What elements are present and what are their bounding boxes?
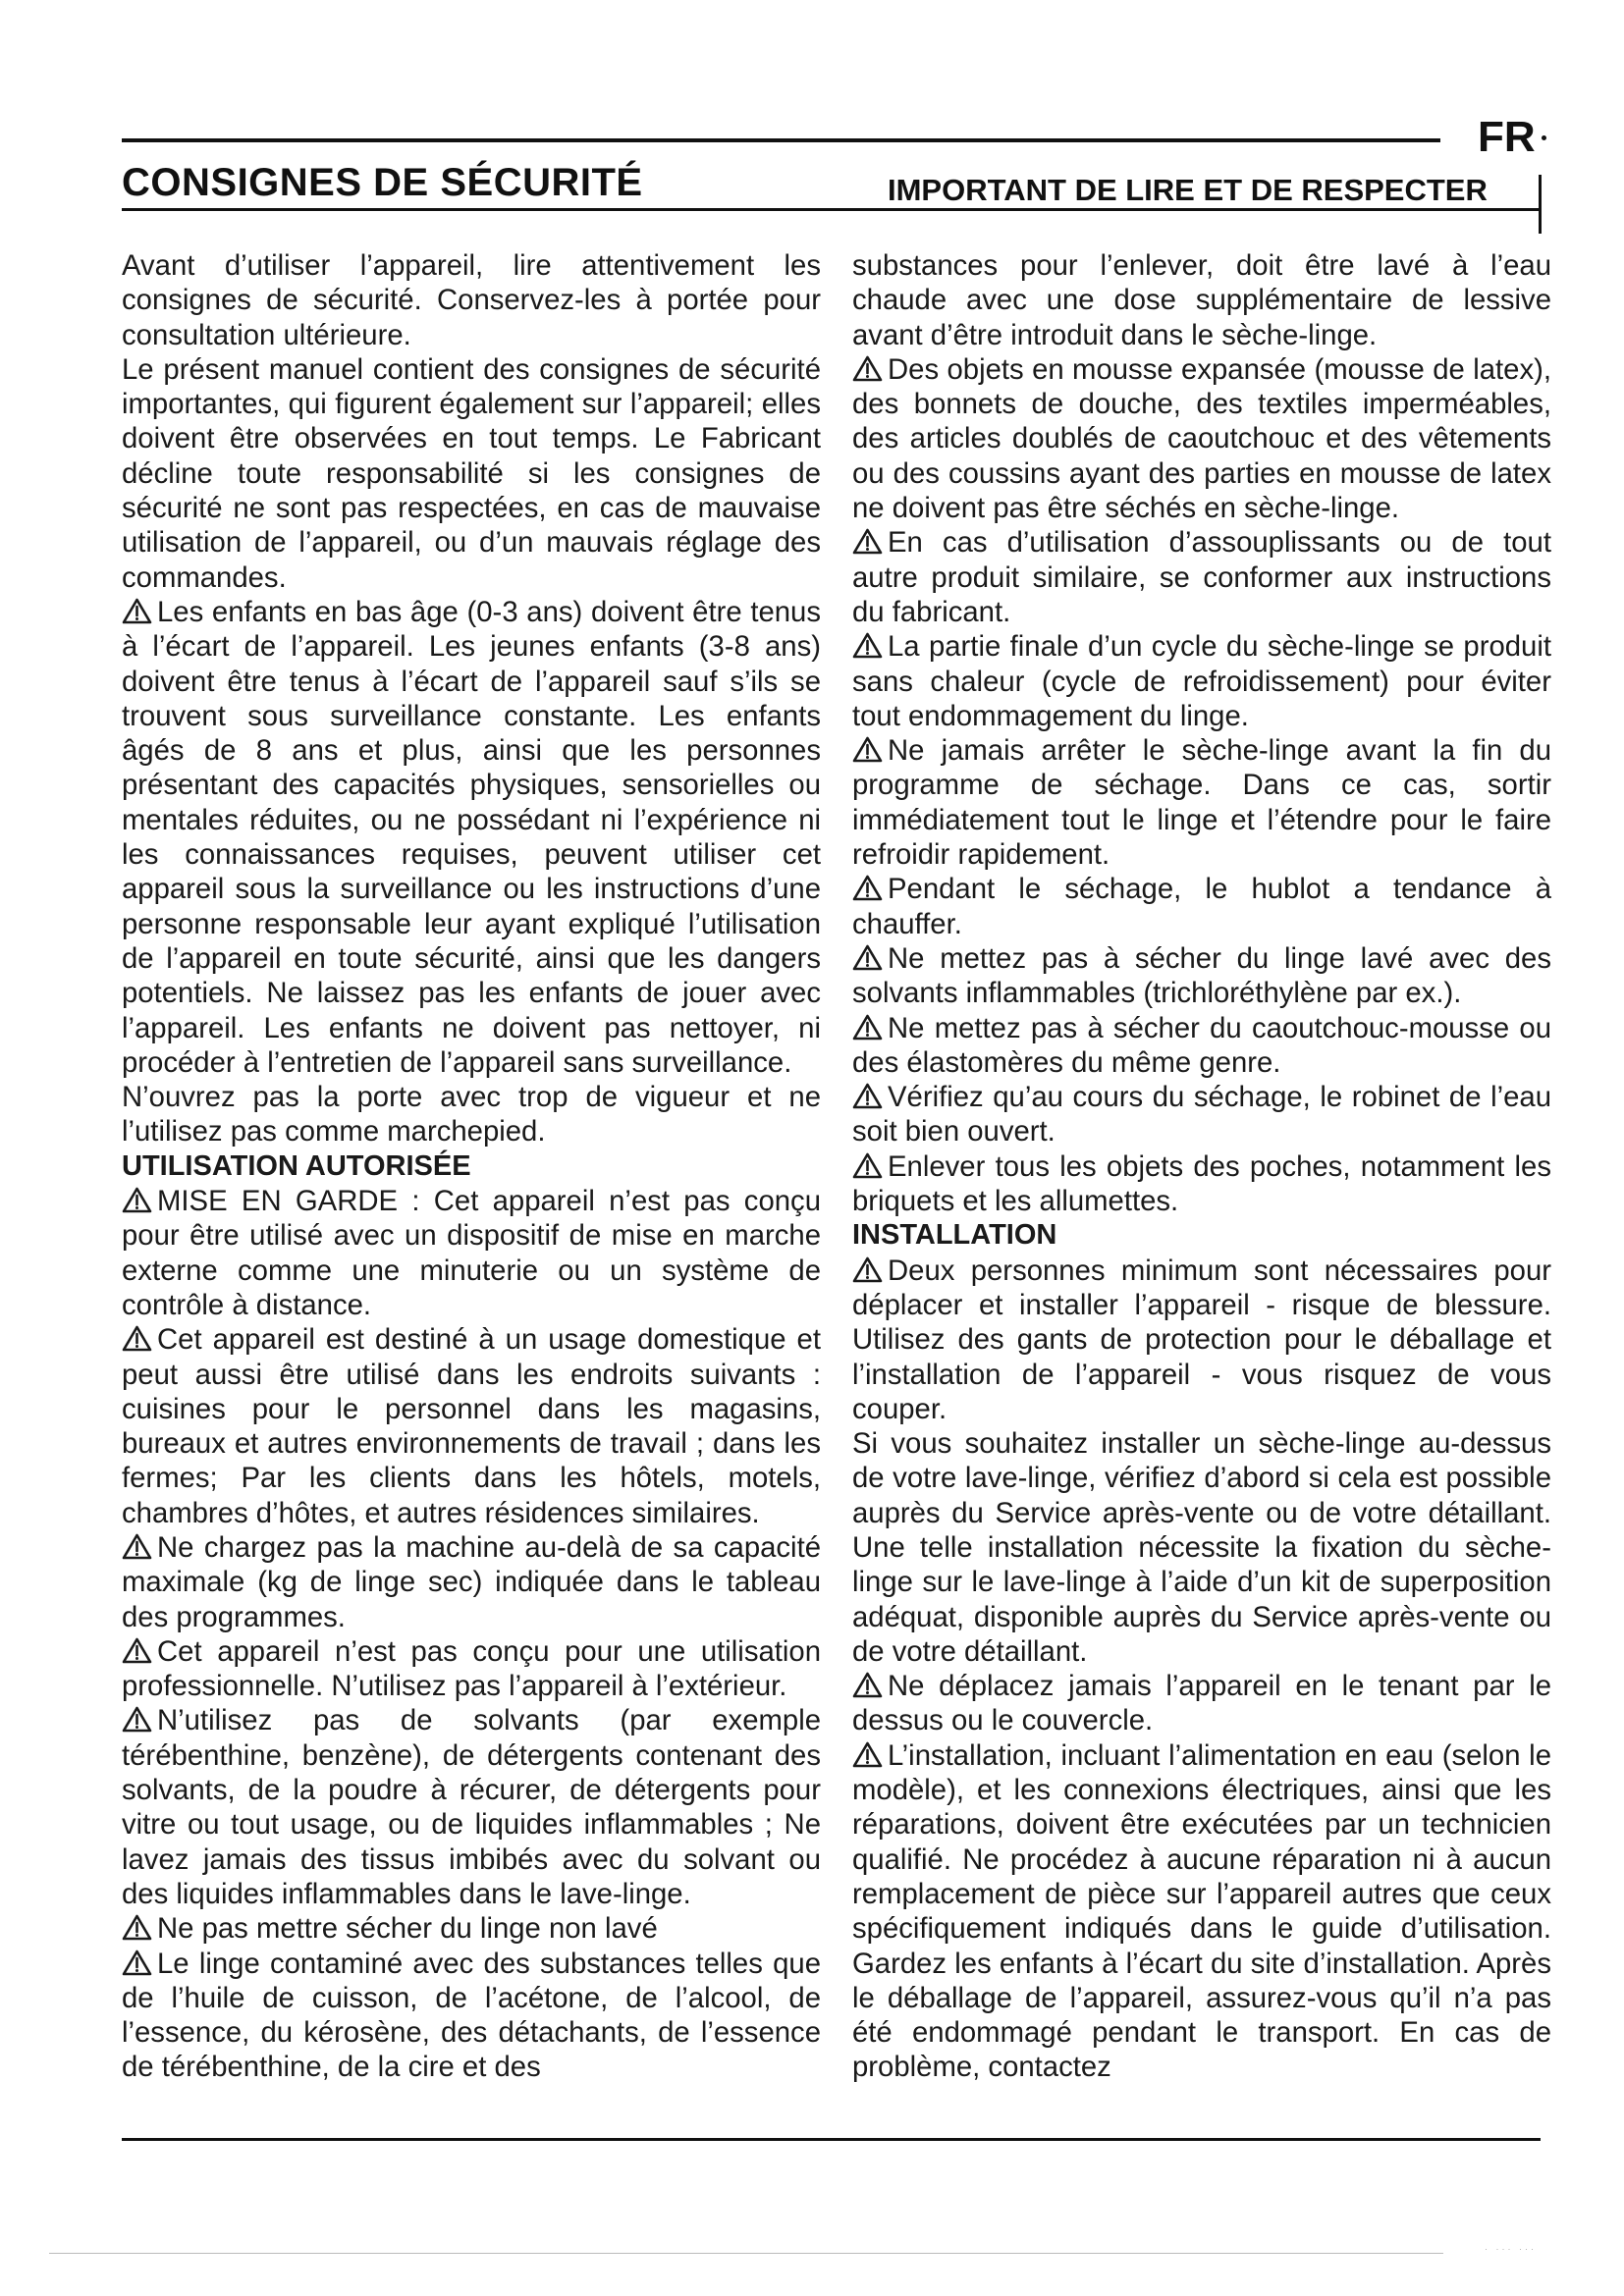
paragraph-text: N’utilisez pas de solvants (par exemple térébenthine, benzène), de détergents contenant des solvants, de la poudre à récurer, de détergents pour vitre ou tout usage, ou de liquides inflammables ; Ne lavez jamais des tissus imbibés avec du solvant ou des liquides inflammables dans le lave-linge. [122, 1704, 821, 1910]
warning-paragraph [852, 525, 1551, 629]
paragraph-text: Si vous souhaitez installer un sèche-linge au-dessus de votre lave-linge, vérifiez d’abord si cela est possible auprès du Service après-vente ou de votre détaillant. Une telle installation nécessite la fixation du sèche-linge sur le lave-linge à l’aide d’un kit de superposition adéquat, disponible auprès du Service après-vente ou de votre détaillant. [852, 1427, 1551, 1668]
page-subtitle: IMPORTANT DE LIRE ET DE RESPECTER [888, 173, 1488, 207]
paragraph-text: Les enfants en bas âge (0-3 ans) doivent être tenus à l’écart de l’appareil. Les jeunes enfants (3-8 ans) doivent être tenus à l’écart de l’appareil sauf s’ils se trouvent sous surveillance constante. Les enfants âgés de 8 ans et plus, ainsi que les personnes présentant des capacités physiques, sensorielles ou mentales réduites, ou ne possédant ni l’expérience ni les connaissances requises, peuvent utiliser cet appareil sous la surveillance ou les instructions d’une personne responsable leur ayant expliqué l’utilisation de l’appareil en toute sécurité, ainsi que les dangers potentiels. Ne laissez pas les enfants de jouer avec l’appareil. Les enfants ne doivent pas nettoyer, ni procéder à l’entretien de l’appareil sans surveillance. [122, 595, 821, 1079]
warning-paragraph [852, 1149, 1551, 1219]
warning-paragraph [852, 1669, 1551, 1738]
footer-line [49, 2253, 1443, 2254]
warning-paragraph [122, 1703, 821, 1911]
warning-triangle-icon [852, 1672, 883, 1698]
paragraph-text: En cas d’utilisation d’assouplissants ou de tout autre produit similaire, se conformer aux instructions du fabricant. [852, 526, 1551, 628]
paragraph-text: L’installation, incluant l’alimentation en eau (selon le modèle), et les connexions électriques, ainsi que les réparations, doivent être exécutées par un technicien qualifié. Ne procédez à aucune réparation ni à aucun remplacement de pièce sur l’appareil autres que ceux spécifiquement indiqués dans le guide d’utilisation. Gardez les enfants à l’écart du site d’installation. Après le déballage de l’appareil, assurez-vous qu’il n’a pas été endommagé pendant le transport. En cas de problème, contactez [852, 1738, 1551, 2084]
paragraph [122, 1080, 821, 1149]
warning-triangle-icon [852, 355, 883, 382]
paragraph-text: Ne déplacez jamais l’appareil en le tenant par le dessus ou le couvercle. [852, 1670, 1551, 1737]
paragraph-text: MISE EN GARDE : Cet appareil n’est pas conçu pour être utilisé avec un dispositif de mise en marche externe comme une minuterie ou un système de contrôle à distance. [122, 1185, 821, 1321]
paragraph-text: La partie finale d’un cycle du sèche-linge se produit sans chaleur (cycle de refroidissement) pour éviter tout endommagement du linge. [852, 630, 1551, 732]
paragraph-text: Cet appareil n’est pas conçu pour une utilisation professionnelle. N’utilisez pas l’appareil à l’extérieur. [122, 1634, 821, 1703]
header-top-rule [122, 138, 1440, 142]
paragraph-text: Ne chargez pas la machine au-delà de sa capacité maximale (kg de linge sec) indiquée dans le tableau des programmes. [122, 1530, 821, 1633]
paragraph [122, 352, 821, 595]
warning-triangle-icon [852, 1083, 883, 1109]
language-code: FR [1478, 113, 1536, 161]
content-bottom-rule [122, 2138, 1541, 2141]
warning-triangle-icon [122, 1187, 152, 1213]
paragraph-text: Ne mettez pas à sécher du caoutchouc-mousse ou des élastomères du même genre. [852, 1011, 1551, 1079]
right-column [852, 248, 1551, 2085]
warning-paragraph [122, 1634, 821, 1704]
warning-triangle-icon [122, 1533, 152, 1560]
paragraph [852, 1426, 1551, 1669]
warning-paragraph [852, 941, 1551, 1011]
warning-paragraph [852, 1254, 1551, 1426]
warning-triangle-icon [852, 1741, 883, 1768]
warning-paragraph [852, 352, 1551, 525]
warning-triangle-icon [122, 1914, 152, 1941]
subtitle-edge-bar [1539, 175, 1542, 234]
paragraph-text: Le linge contaminé avec des substances telles que de l’huile de cuisson, de l’acétone, de l’alcool, de l’essence, du kérosène, des détachants, de l’essence de térébenthine, de la cire et des [122, 1947, 821, 2084]
paragraph-text: Deux personnes minimum sont nécessaires pour déplacer et installer l’appareil - risque de blessure. Utilisez des gants de protection pour le déballage et l’installation de l’appareil - vous risquez de vous couper. [852, 1254, 1551, 1425]
paragraph-text: Enlever tous les objets des poches, notamment les briquets et les allumettes. [852, 1149, 1551, 1218]
warning-paragraph [122, 1322, 821, 1530]
warning-paragraph [852, 872, 1551, 941]
paragraph-text: Pendant le séchage, le hublot a tendance à chauffer. [852, 873, 1551, 940]
paragraph [122, 248, 821, 352]
warning-paragraph [122, 1530, 821, 1634]
paragraph-text: Vérifiez qu’au cours du séchage, le robinet de l’eau soit bien ouvert. [852, 1081, 1551, 1148]
warning-triangle-icon [122, 1325, 152, 1352]
page-title: CONSIGNES DE SÉCURITÉ [122, 161, 643, 204]
paragraph-text: Ne pas mettre sécher du linge non lavé [157, 1912, 658, 1946]
paragraph [852, 248, 1551, 352]
warning-triangle-icon [852, 875, 883, 901]
warning-paragraph [852, 629, 1551, 733]
paragraph-text: Avant d’utiliser l’appareil, lire attentivement les consignes de sécurité. Conservez-les à portée pour consultation ultérieure. [122, 249, 821, 351]
warning-paragraph [852, 1080, 1551, 1149]
paragraph-text: Le présent manuel contient des consignes de sécurité importantes, qui figurent également sur l’appareil; elles doivent être observées en tout temps. Le Fabricant décline toute responsabilité si les consignes de sécurité ne sont pas respectées, en cas de mauvaise utilisation de l’appareil, ou d’un mauvais réglage des commandes. [122, 352, 821, 594]
paragraph-text: UTILISATION AUTORISÉE [122, 1149, 471, 1182]
warning-triangle-icon [852, 1256, 883, 1283]
section-heading [122, 1149, 821, 1184]
warning-triangle-icon [122, 1949, 152, 1976]
section-heading [852, 1218, 1551, 1253]
paragraph-text: Ne jamais arrêter le sèche-linge avant la fin du programme de séchage. Dans ce cas, sortir immédiatement tout le linge et l’étendre pour le faire refroidir rapidement. [852, 734, 1551, 872]
warning-paragraph [122, 1911, 821, 1946]
warning-paragraph [852, 1011, 1551, 1081]
paragraph-text: INSTALLATION [852, 1219, 1057, 1252]
paragraph-text: Des objets en mousse expansée (mousse de latex), des bonnets de douche, des textiles imperméables, des articles doublés de caoutchouc et des vêtements ou des coussins ayant des parties en mousse de latex ne doivent pas être séchés en sèche-linge. [852, 352, 1551, 525]
paragraph-text: Ne mettez pas à sécher du linge lavé avec des solvants inflammables (trichloréthylène par ex.). [852, 941, 1551, 1010]
warning-paragraph [122, 595, 821, 1080]
warning-paragraph [852, 1738, 1551, 2085]
paragraph-text: N’ouvrez pas la porte avec trop de vigueur et ne l’utilisez pas comme marchepied. [122, 1081, 821, 1148]
warning-triangle-icon [852, 1014, 883, 1041]
warning-paragraph [122, 1184, 821, 1322]
footer-marks: · ··· ··· [1485, 2244, 1537, 2254]
paragraph-text: Cet appareil est destiné à un usage domestique et peut aussi être utilisé dans les endroits suivants : cuisines pour le personnel dans les magasins, bureaux et autres environnements de travail ; dans les fermes; Par les clients dans les hôtels, motels, chambres d’hôtes, et autres résidences similaires. [122, 1323, 821, 1529]
warning-triangle-icon [852, 528, 883, 555]
warning-triangle-icon [122, 1637, 152, 1664]
left-column [122, 248, 821, 2085]
warning-paragraph [852, 733, 1551, 872]
warning-triangle-icon [852, 632, 883, 659]
warning-triangle-icon [852, 736, 883, 763]
warning-paragraph [122, 1947, 821, 2085]
language-marker-dot [1542, 135, 1546, 140]
warning-triangle-icon [122, 598, 152, 624]
warning-triangle-icon [852, 1152, 883, 1179]
warning-triangle-icon [852, 944, 883, 971]
warning-triangle-icon [122, 1706, 152, 1733]
header-bottom-rule [122, 208, 1541, 211]
paragraph-text: substances pour l’enlever, doit être lavé à l’eau chaude avec une dose supplémentaire de lessive avant d’être introduit dans le sèche-linge. [852, 249, 1551, 351]
